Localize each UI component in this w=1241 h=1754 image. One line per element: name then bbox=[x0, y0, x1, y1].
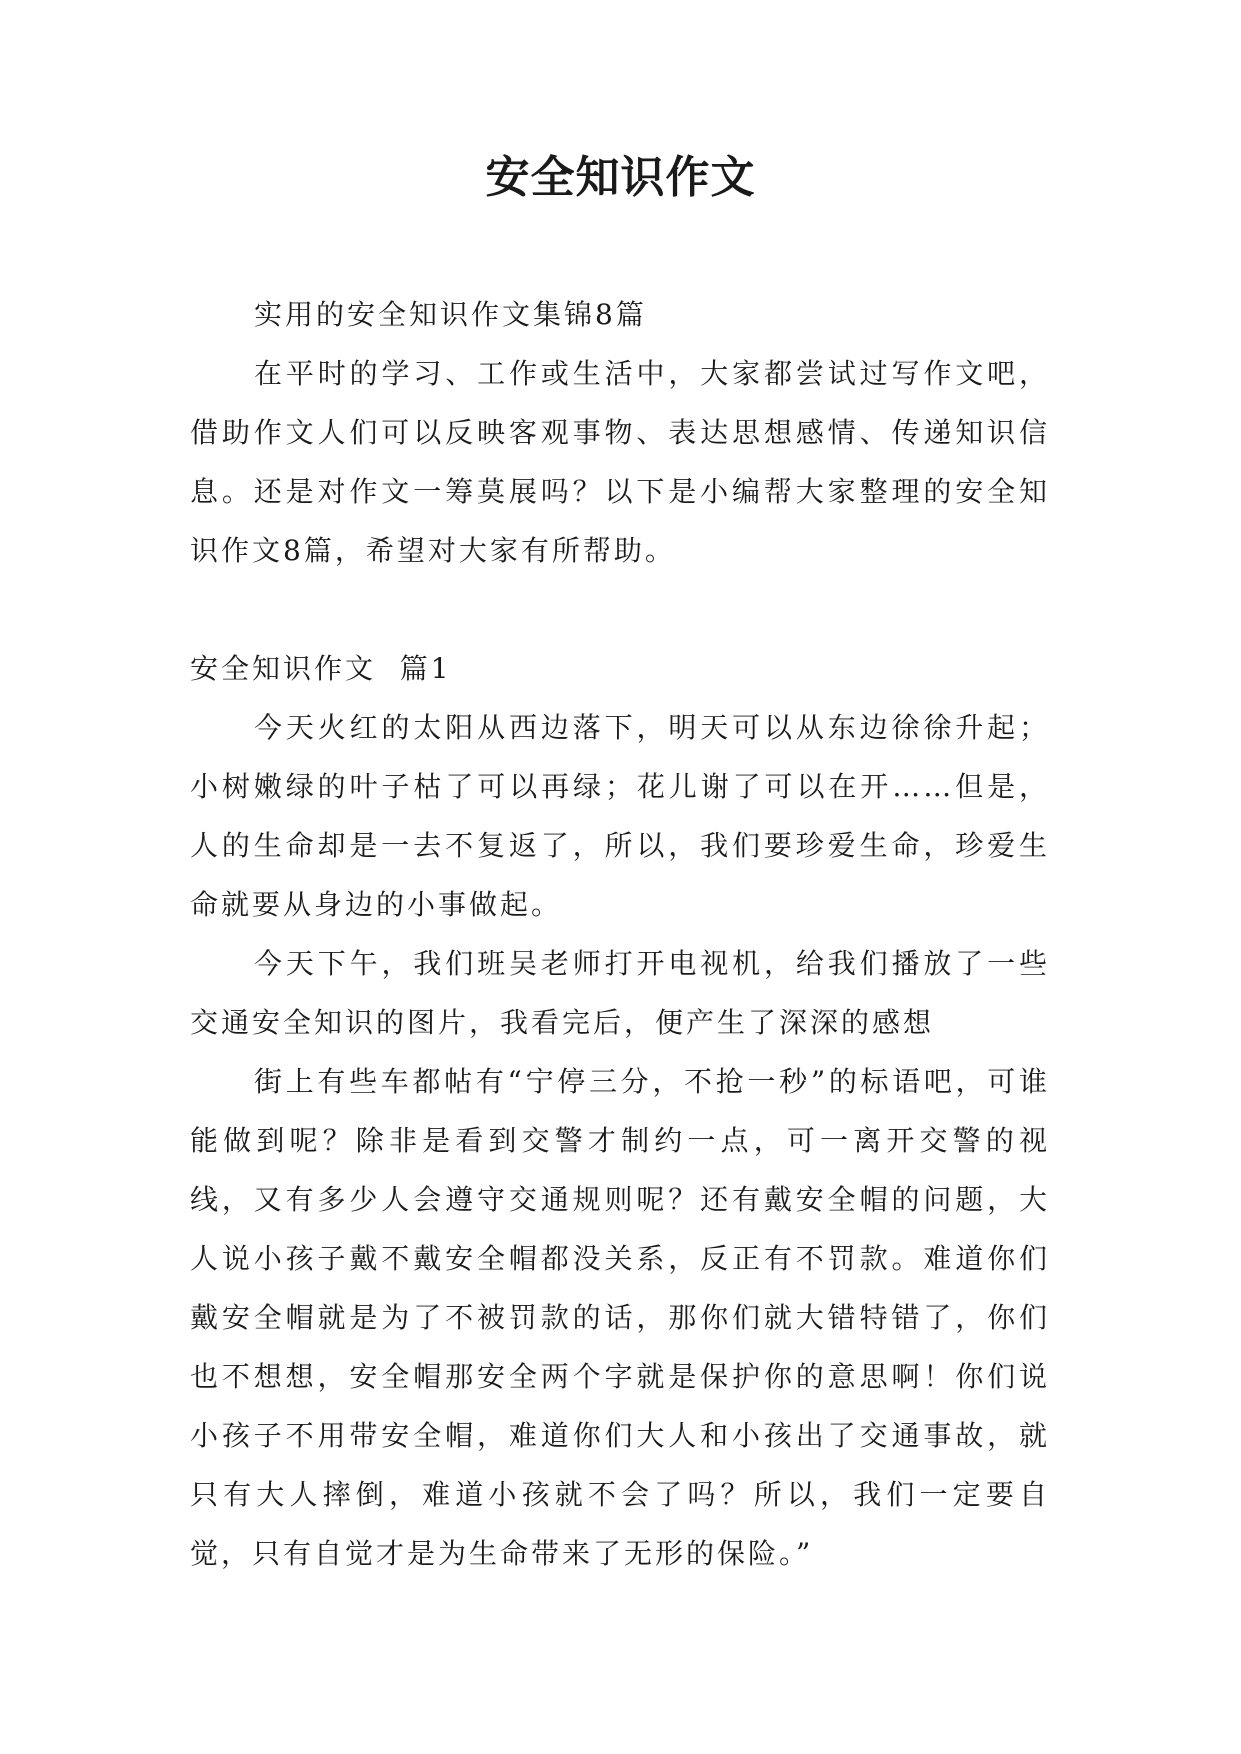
paragraph-1: 今天火红的太阳从西边落下，明天可以从东边徐徐升起；小树嫩绿的叶子枯了可以再绿；花儿谢了可以在开……但是，人的生命却是一去不复返了，所以，我们要珍爱生命，珍爱生命就要从身边的小事做起。 bbox=[190, 711, 1050, 921]
subtitle-line: 实用的安全知识作文集锦8篇 bbox=[254, 298, 647, 331]
section-heading: 安全知识作文 篇1 bbox=[190, 652, 452, 685]
intro-paragraph: 在平时的学习、工作或生活中，大家都尝试过写作文吧，借助作文人们可以反映客观事物、表达思想感情、传递知识信息。还是对作文一筹莫展吗？以下是小编帮大家整理的安全知识作文8篇，希望对大家有所帮助。 bbox=[190, 357, 1050, 567]
paragraph-3: 街上有些车都帖有“宁停三分，不抢一秒”的标语吧，可谁能做到呢？除非是看到交警才制约一点，可一离开交警的视线，又有多少人会遵守交通规则呢？还有戴安全帽的问题，大人说小孩子戴不戴安全帽都没关系，反正有不罚款。难道你们戴安全帽就是为了不被罚款的话，那你们就大错特错了，你们也不想想，安全帽那安全两个字就是保护你的意思啊！你们说小孩子不用带安全帽，难道你们大人和小孩出了交通事故，就只有大人摔倒，难道小孩就不会了吗？所以，我们一定要自觉，只有自觉才是为生命带来了无形的保险。” bbox=[190, 1065, 1050, 1570]
paragraph-2: 今天下午，我们班吴老师打开电视机，给我们播放了一些交通安全知识的图片，我看完后，便产生了深深的感想 bbox=[190, 947, 1050, 1039]
document-body bbox=[190, 285, 1050, 1583]
document-title: 安全知识作文 bbox=[485, 152, 756, 203]
